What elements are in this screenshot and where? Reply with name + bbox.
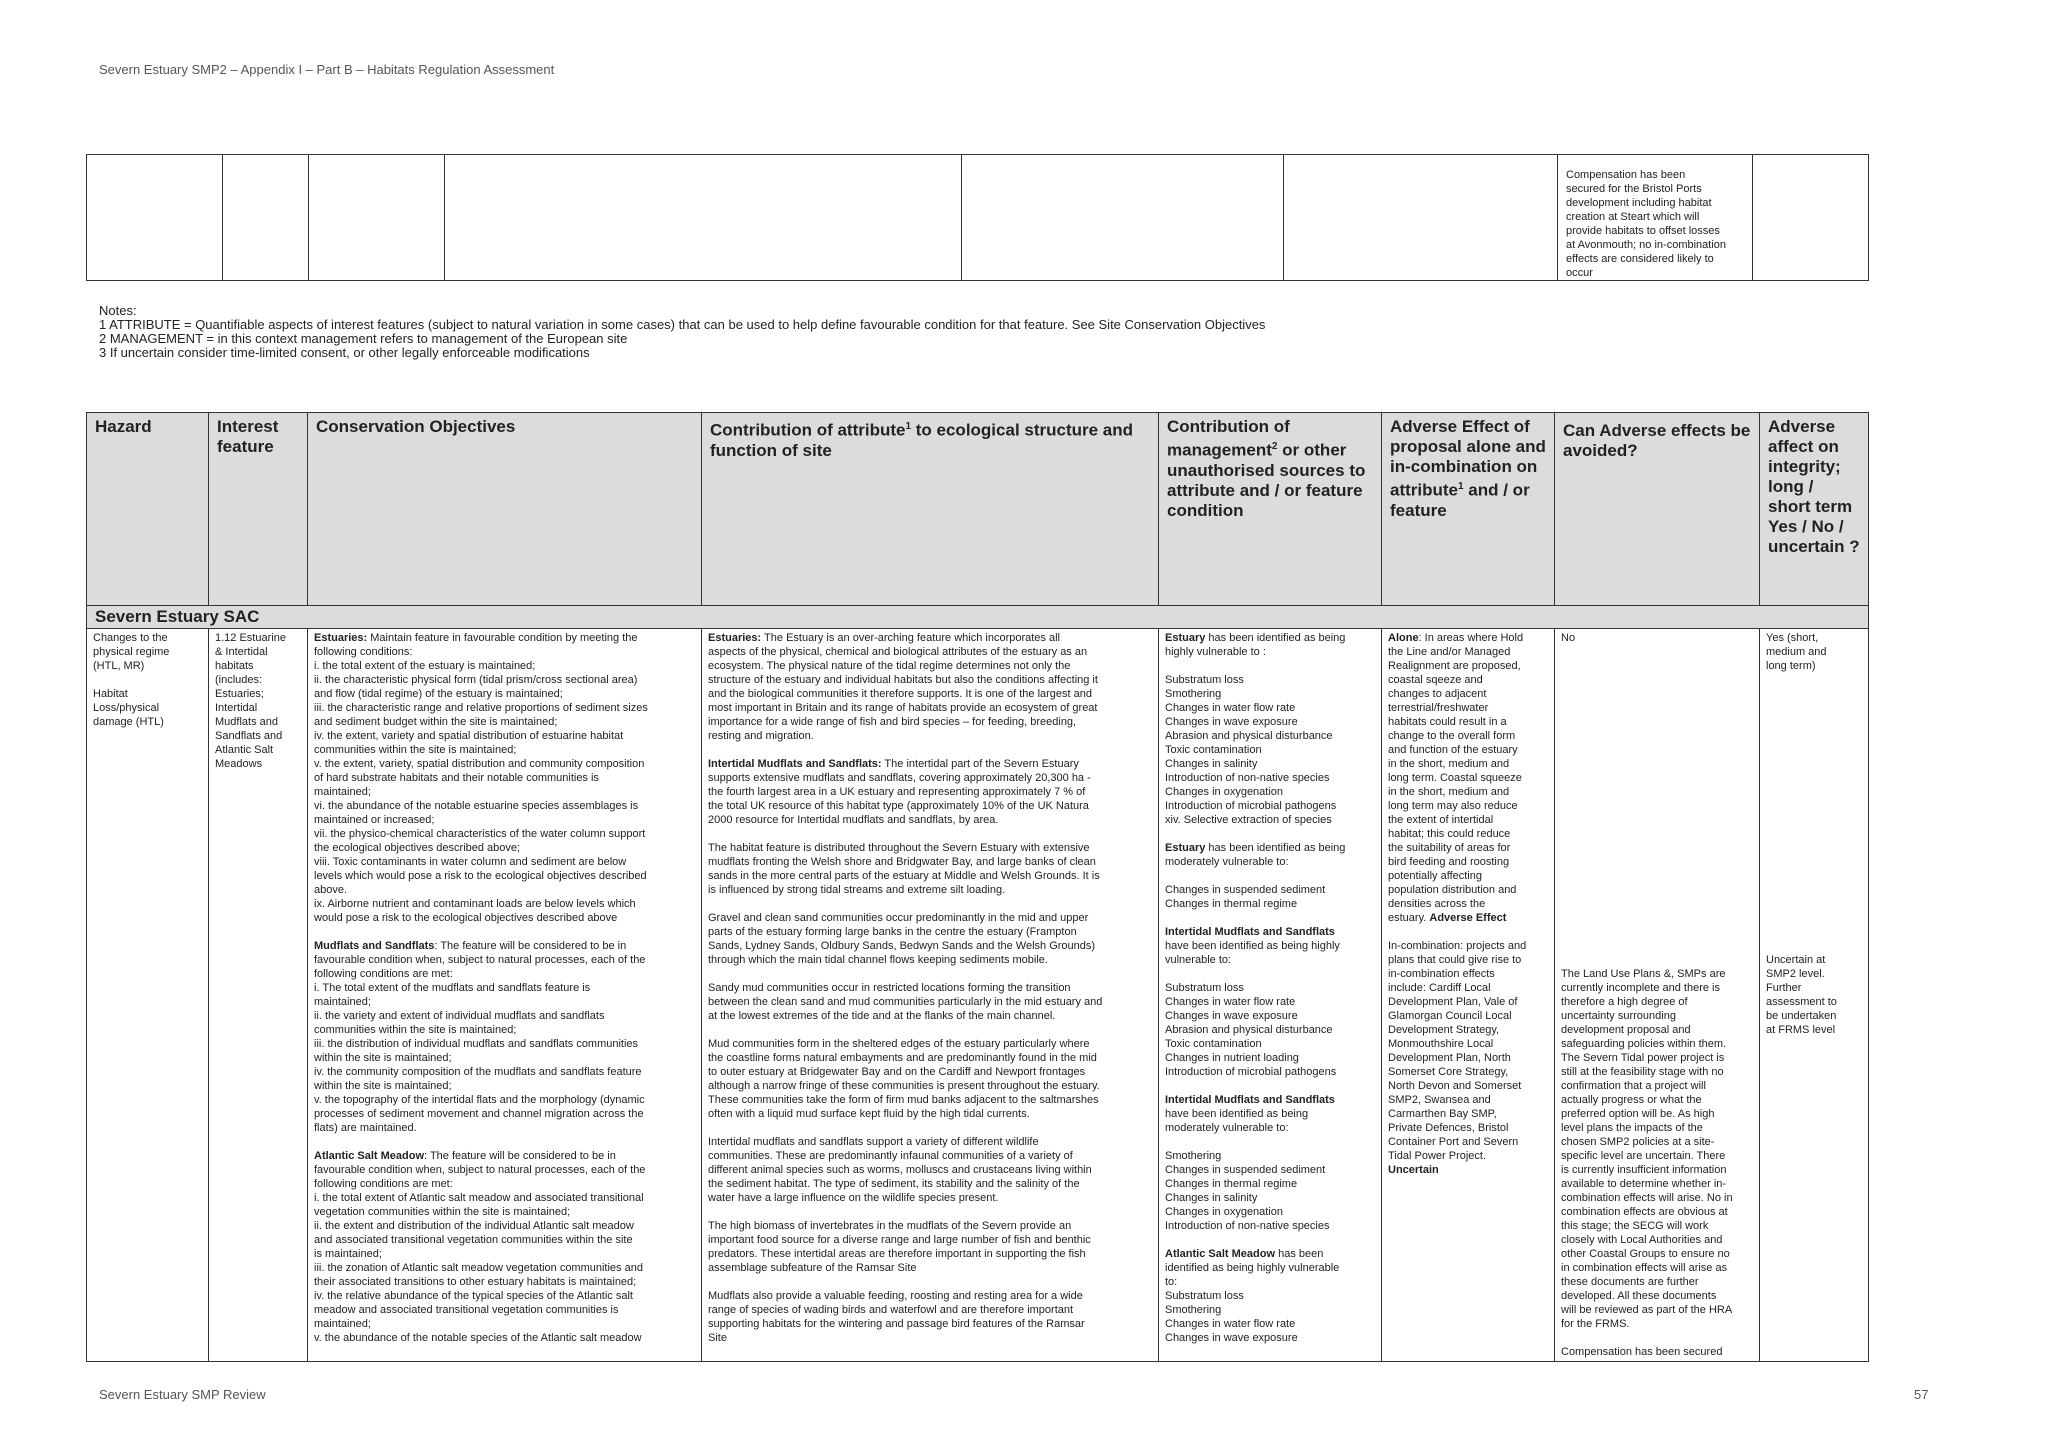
header-conservation-objectives: Conservation Objectives xyxy=(308,413,702,606)
empty-cell xyxy=(445,155,962,281)
empty-cell xyxy=(1753,155,1869,281)
empty-cell xyxy=(1284,155,1558,281)
header-contribution-attribute: Contribution of attribute$^1$ to ecological structure and function of site xyxy=(702,413,1159,606)
header-interest-feature: Interest feature xyxy=(209,413,308,606)
integrity-cell: Yes (short, medium and long term) Uncertain at SMP2 level. Further assessment to be undertaken at FRMS level xyxy=(1760,629,1869,1362)
contribution-management-cell: Estuary has been identified as being highly vulnerable to : Substratum loss Smothering Changes in water flow rate Changes in wave exposure Abrasion and physical disturbance Toxic contamination Changes in salinity Introduction of non-native species Changes in oxygenation Introduction of microbial pathogens xiv. Selective extraction of species Estuary has been identified as being moderately vulnerable to: Changes in suspended sediment Changes in thermal regime Intertidal Mudflats and Sandflats have been identified as being highly vulnerable to: Substratum loss Changes in water flow rate Changes in wave exposure Abrasion and physical disturbance Toxic contamination Changes in nutrient loading Introduction of microbial pathogens Intertidal Mudflats and Sandflats have been identified as being moderately vulnerable to: Smothering Changes in suspended sediment Changes in thermal regime Changes in salinity Changes in oxygenation Introduction of non-native species Atlantic Salt Meadow has been identified as being highly vulnerable to: Substratum loss Smothering Changes in water flow rate Changes in wave exposure xyxy=(1159,629,1382,1362)
table-row xyxy=(87,629,1869,1362)
compensation-cell xyxy=(1558,155,1753,281)
footer-title: Severn Estuary SMP Review xyxy=(99,1387,266,1402)
section-title: Severn Estuary SAC xyxy=(87,606,1869,629)
header-contribution-management: Contribution of management$^2$ or other unauthorised sources to attribute and / or feature condition xyxy=(1159,413,1382,606)
page-number: 57 xyxy=(1914,1387,1929,1402)
section-row xyxy=(87,606,1869,629)
hazard-cell: Changes to the physical regime (HTL, MR) Habitat Loss/physical damage (HTL) xyxy=(87,629,209,1362)
conservation-objectives-cell: Estuaries: Maintain feature in favourable condition by meeting the following conditions: i. the total extent of the estuary is maintained; ii. the characteristic physical form (tidal prism/cross sectional area) and flow (tidal regime) of the estuary is maintained; iii. the characteristic range and relative proportions of sediment sizes and sediment budget within the site is maintained; iv. the extent, variety and spatial distribution of estuarine habitat communities within the site is maintained; v. the extent, variety, spatial distribution and community composition of hard substrate habitats and their notable communities is maintained; vi. the abundance of the notable estuarine species assemblages is maintained or increased; vii. the physico-chemical characteristics of the water column support the ecological objectives described above; viii. Toxic contaminants in water column and sediment are below levels which would pose a risk to the ecological objectives described above. ix. Airborne nutrient and contaminant loads are below levels which would pose a risk to the ecological objectives described above Mudflats and Sandflats: The feature will be considered to be in favourable condition when, subject to natural processes, each of the following conditions are met: i. The total extent of the mudflats and sandflats feature is maintained; ii. the variety and extent of individual mudflats and sandflats communities within the site is maintained; iii. the distribution of individual mudflats and sandflats communities within the site is maintained; iv. the community composition of the mudflats and sandflats feature within the site is maintained; v. the topography of the intertidal flats and the morphology (dynamic processes of sediment movement and channel migration across the flats) are maintained. Atlantic Salt Meadow: The feature will be considered to be in favourable condition when, subject to natural processes, each of the following conditions are met: i. the total extent of Atlantic salt meadow and associated transitional vegetation communities within the site is maintained; ii. the extent and distribution of the individual Atlantic salt meadow and associated transitional vegetation communities within the site is maintained; iii. the zonation of Atlantic salt meadow vegetation communities and their associated transitions to other estuary habitats is maintained; iv. the relative abundance of the typical species of the Atlantic salt meadow and associated transitional vegetation communities is maintained; v. the abundance of the notable species of the Atlantic salt meadow xyxy=(308,629,702,1362)
empty-cell xyxy=(223,155,309,281)
continuation-table xyxy=(86,154,1869,281)
compensation-text: Compensation has been secured for the Bristol Ports development including habitat creation at Steart which will provide habitats to offset losses at Avonmouth; no in-combination effects are considered likely to occur xyxy=(1566,169,1727,279)
empty-cell xyxy=(309,155,445,281)
notes: Notes: 1 ATTRIBUTE = Quantifiable aspects of interest features (subject to natural variation in some cases) that can be used to help define favourable condition for that feature. See Site Conservation Objectives 2 MANAGEMENT = in this context management refers to management of the European site 3 If uncertain consider time-limited consent, or other legally enforceable modifications xyxy=(99,303,1266,360)
empty-cell xyxy=(962,155,1284,281)
adverse-effect-cell: Alone: In areas where Hold the Line and/or Managed Realignment are proposed, coastal sqeeze and changes to adjacent terrestrial/freshwater habitats could result in a change to the overall form and function of the estuary in the short, medium and long term. Coastal squeeze in the short, medium and long term may also reduce the extent of intertidal habitat; this could reduce the suitability of areas for bird feeding and roosting potentially affecting population distribution and densities across the estuary. Adverse Effect In-combination: projects and plans that could give rise to in-combination effects include: Cardiff Local Development Plan, Vale of Glamorgan Council Local Development Strategy, Monmouthshire Local Development Plan, North Somerset Core Strategy, North Devon and Somerset SMP2, Swansea and Carmarthen Bay SMP, Private Defences, Bristol Container Port and Severn Tidal Power Project. Uncertain xyxy=(1382,629,1555,1362)
header-can-avoid: Can Adverse effects be avoided? xyxy=(1555,413,1760,606)
header-integrity: Adverse affect on integrity; long / short term Yes / No / uncertain ? xyxy=(1760,413,1869,606)
header-adverse-effect: Adverse Effect of proposal alone and in-combination on attribute$^1$ and / or feature xyxy=(1382,413,1555,606)
header-row xyxy=(87,413,1869,606)
empty-cell xyxy=(87,155,223,281)
interest-feature-cell: 1.12 Estuarine & Intertidal habitats (includes: Estuaries; Intertidal Mudflats and Sandflats and Atlantic Salt Meadows xyxy=(209,629,308,1362)
can-avoid-cell: No The Land Use Plans &, SMPs are currently incomplete and there is therefore a high degree of uncertainty surrounding development proposal and safeguarding policies within them. The Severn Tidal power project is still at the feasibility stage with no confirmation that a project will actually progress or what the preferred option will be. As high level plans the impacts of the chosen SMP2 policies at a site- specific level are uncertain. There is currently insufficient information available to determine whether in- combination effects will arise. No in combination effects are obvious at this stage; the SECG will work closely with Local Authorities and other Coastal Groups to ensure no in combination effects will arise as these documents are further developed. All these documents will be reviewed as part of the HRA for the FRMS. Compensation has been secured xyxy=(1555,629,1760,1362)
running-header: Severn Estuary SMP2 – Appendix I – Part B – Habitats Regulation Assessment xyxy=(99,62,555,77)
contribution-attribute-cell: Estuaries: The Estuary is an over-arching feature which incorporates all aspects of the physical, chemical and biological attributes of the estuary as an ecosystem. The physical nature of the tidal regime determines not only the structure of the estuary and individual habitats but also the conditions affecting it and the biological communities it therefore supports. It is one of the largest and most important in Britain and its range of habitats provide an ecosystem of great importance for a wide range of fish and bird species – for feeding, breeding, resting and migration. Intertidal Mudflats and Sandflats: The intertidal part of the Severn Estuary supports extensive mudflats and sandflats, covering approximately 20,300 ha - the fourth largest area in a UK estuary and representing approximately 7 % of the total UK resource of this habitat type (approximately 10% of the UK Natura 2000 resource for Intertidal mudflats and sandflats, by area. The habitat feature is distributed throughout the Severn Estuary with extensive mudflats fronting the Welsh shore and Bridgwater Bay, and large banks of clean sands in the more central parts of the estuary at Middle and Welsh Grounds. It is is influenced by strong tidal streams and extreme silt loading. Gravel and clean sand communities occur predominantly in the mid and upper parts of the estuary forming large banks in the centre the estuary (Frampton Sands, Lydney Sands, Oldbury Sands, Bedwyn Sands and the Welsh Grounds) through which the main tidal channel flows keeping sediments mobile. Sandy mud communities occur in restricted locations forming the transition between the clean sand and mud communities particularly in the mid estuary and at the lowest extremes of the tide and at the flanks of the main channel. Mud communities form in the sheltered edges of the estuary particularly where the coastline forms natural embayments and are predominantly found in the mid to outer estuary at Bridgewater Bay and on the Cardiff and Newport frontages although a narrow fringe of these communities is present throughout the estuary. These communities take the form of firm mud banks adjacent to the saltmarshes often with a liquid mud surface kept fluid by the high tidal currents. Intertidal mudflats and sandflats support a variety of different wildlife communities. These are predominantly infaunal communities of a variety of different animal species such as worms, molluscs and crustaceans living within the sediment habitat. The type of sediment, its stability and the salinity of the water have a large influence on the wildlife species present. The high biomass of invertebrates in the mudflats of the Severn provide an important food source for a diverse range and large number of fish and benthic predators. These intertidal areas are therefore important in supporting the fish assemblage subfeature of the Ramsar Site Mudflats also provide a valuable feeding, roosting and resting area for a wide range of species of wading birds and waterfowl and are therefore important supporting habitats for the wintering and passage bird features of the Ramsar Site xyxy=(702,629,1159,1362)
assessment-table xyxy=(86,412,1869,1362)
header-hazard: Hazard xyxy=(87,413,209,606)
